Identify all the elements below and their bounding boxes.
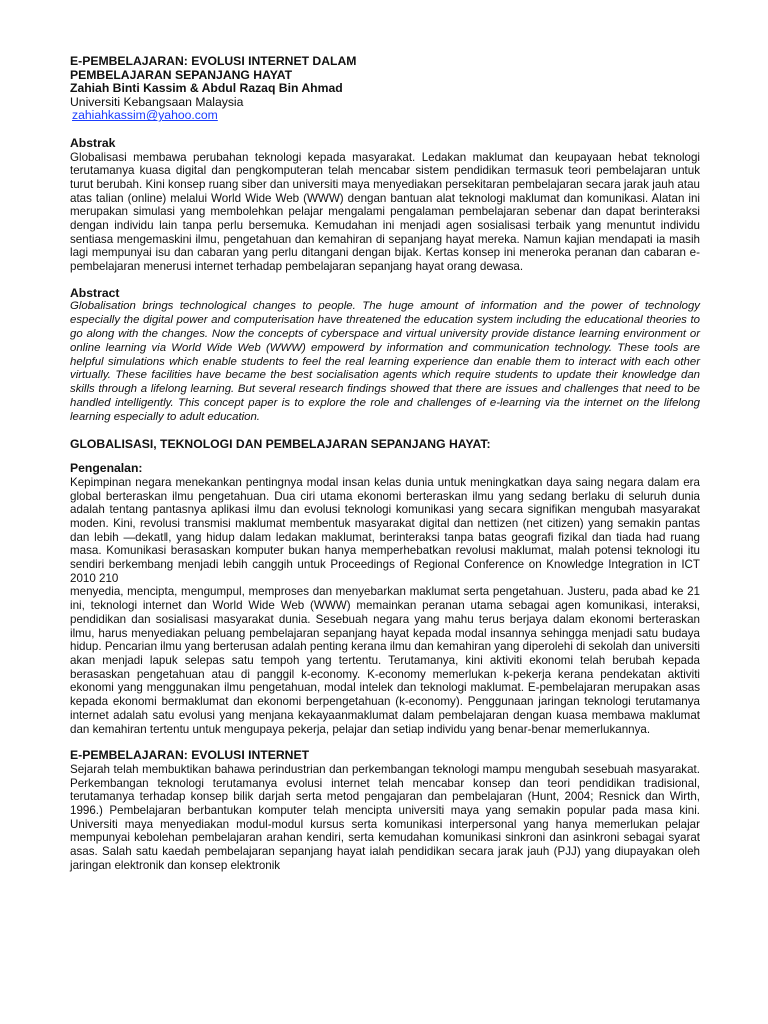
paper-title-line-2: PEMBELAJARAN SEPANJANG HAYAT	[70, 67, 293, 82]
section-heading-e-pembelajaran: E-PEMBELAJARAN: EVOLUSI INTERNET	[70, 748, 310, 763]
abstract-text: Globalisation brings technological changes to people. The huge amount of information and the power of technology especially the digital power and computerisation have threatened the education system including the educational theories to go along with the changes. Now the concepts of cyberspace and virtual university provide distance learning environment or online learning via World Wide Web (WWW) empowerd by information and communication technology. These tools are helpful simulations which enable students to feel the real learning experience dan enable them to interact with each other virtually. These facilities have became the best socialisation agents which require students to update their knowledge dan skills through a lifelong learning. But several research findings showed that there are issues and challenges that need to be handled intelligently. This concept paper is to explore the role and challenges of e-learning via the internet on the lifelong learning especially to adult education.	[70, 300, 700, 423]
abstract-heading: Abstract	[70, 285, 120, 300]
section-heading-globalisasi: GLOBALISASI, TEKNOLOGI DAN PEMBELAJARAN SEPANJANG HAYAT:	[70, 436, 491, 451]
author-email-link[interactable]: zahiahkassim@yahoo.com	[72, 108, 218, 123]
pengenalan-paragraph-1: Kepimpinan negara menekankan pentingnya modal insan kelas dunia untuk meningkatkan daya saing negara dalam era global berteraskan ilmu pengetahuan. Dua ciri utama ekonomi berteraskan ilmu yang sedang berlaku di seluruh dunia adalah tentang pantasnya aplikasi ilmu dan evolusi teknologi komunikasi yang secara signifikan mengubah masyarakat moden. Kini, revolusi transmisi maklumat membentuk masyarakat digital dan nettizen (net citizen) yang semakin pantas dan lebih ―dekatǁ, yang hidup dalam ledakan maklumat, berinteraksi tanpa batas geografi fizikal dan tiada had ruang masa. Komunikasi berasaskan komputer bukan hanya memperhebatkan revolusi maklumat, malah potensi teknologi itu sendiri berkembang menjadi lebih canggih untuk Proceedings of Regional Conference on Knowledge Integration in ICT 2010 210	[70, 475, 700, 585]
e-pembelajaran-paragraph: Sejarah telah membuktikan bahawa perindustrian dan perkembangan teknologi mampu mengubah sesebuah masyarakat. Perkembangan teknologi terutamanya evolusi internet telah mencabar konsep dan teori pendidikan tradisional, terutamanya terhadap konsep bilik darjah serta metod pengajaran dan pembelajaran (Hunt, 2004; Resnick dan Wirth, 1996.) Pembelajaran berbantukan komputer telah mencipta universiti maya yang semakin popular pada masa kini. Universiti maya menyediakan modul-modul kursus serta komunikasi interpersonal yang hanya memerlukan pelajar mempunyai kebolehan pembelajaran arahan kendiri, serta kemudahan komunikasi sinkroni dan asinkroni sebagai syarat asas. Salah satu kaedah pembelajaran sepanjang hayat ialah pendidikan secara jarak jauh (PJJ) yang diupayakan oleh jaringan elektronik dan konsep elektronik	[70, 762, 700, 872]
paper-affiliation: Universiti Kebangsaan Malaysia	[70, 94, 244, 109]
abstrak-heading: Abstrak	[70, 135, 116, 150]
paper-title-line-1: E-PEMBELAJARAN: EVOLUSI INTERNET DALAM	[70, 54, 357, 68]
paper-authors: Zahiah Binti Kassim & Abdul Razaq Bin Ahmad	[70, 81, 343, 96]
pengenalan-paragraph-2: menyedia, mencipta, mengumpul, memproses dan menyebarkan maklumat serta pengetahuan. Justeru, pada abad ke 21 ini, teknologi internet dan World Wide Web (WWW) memainkan peranan utama sebagai agen komunikasi, interaksi, pendidikan dan sosialisasi masyarakat dunia. Sesebuah negara yang mahu terus berjaya dalam ekonomi berteraskan ilmu, harus menyediakan peluang pembelajaran sepanjang hayat kepada modal insannya sehingga menjadi satu budaya hidup. Pencarian ilmu yang berterusan adalah penting kerana ilmu dan kemahiran yang diperolehi di sekolah dan universiti akan menjadi lapuk selepas satu tempoh yang tertentu. Terutamanya, kini aktiviti ekonomi telah berubah kepada berasaskan pengetahuan atau di panggil k-economy. K-economy memerlukan k-pekerja kerana pendekatan aktiviti ekonomi yang menggunakan ilmu pengetahuan, modal intelek dan teknologi maklumat. E-pembelajaran merupakan asas kepada ekonomi bermaklumat dan ekonomi berpengetahuan (k-economy). Penggunaan jaringan teknologi terutamanya internet adalah satu evolusi yang menjana kekayaanmaklumat dalam pembelajaran dengan kuasa membawa maklumat dan kemahiran tertentu untuk mengupaya pekerja, pelajar dan setiap individu yang benar-benar memerlukannya.	[70, 585, 700, 736]
abstrak-text: Globalisasi membawa perubahan teknologi kepada masyarakat. Ledakan maklumat dan keupayaan hebat teknologi terutamanya kuasa digital dan pengkomputeran telah mencabar sistem pendidikan termasuk teori pembelajaran untuk turut berubah. Kini konsep ruang siber dan universiti maya menyediakan persekitaran pembelajaran secara jarak jauh atau atas talian (online) melalui World Wide Web (WWW) dengan bantuan alat teknologi maklumat dan komunikasi. Alatan ini merupakan simulasi yang membolehkan pelajar mengalami pengalaman pembelajaran sebenar dan dapat berinteraksi dengan individu lain tanpa perlu bersemuka. Kemudahan ini menjadi agen sosialisasi terbaik yang menuntut individu sentiasa mengemaskini ilmu, pengetahuan dan kemahiran di sepanjang hayat mereka. Namun kajian mendapati ia masih lagi mempunyai isu dan cabaran yang perlu ditangani dengan bijak. Kertas konsep ini meneroka peranan dan cabaran e-pembelajaran menerusi internet terhadap pembelajaran sepanjang hayat orang dewasa.	[70, 150, 700, 274]
subheading-pengenalan: Pengenalan:	[70, 461, 143, 476]
paper-page	[70, 55, 700, 872]
